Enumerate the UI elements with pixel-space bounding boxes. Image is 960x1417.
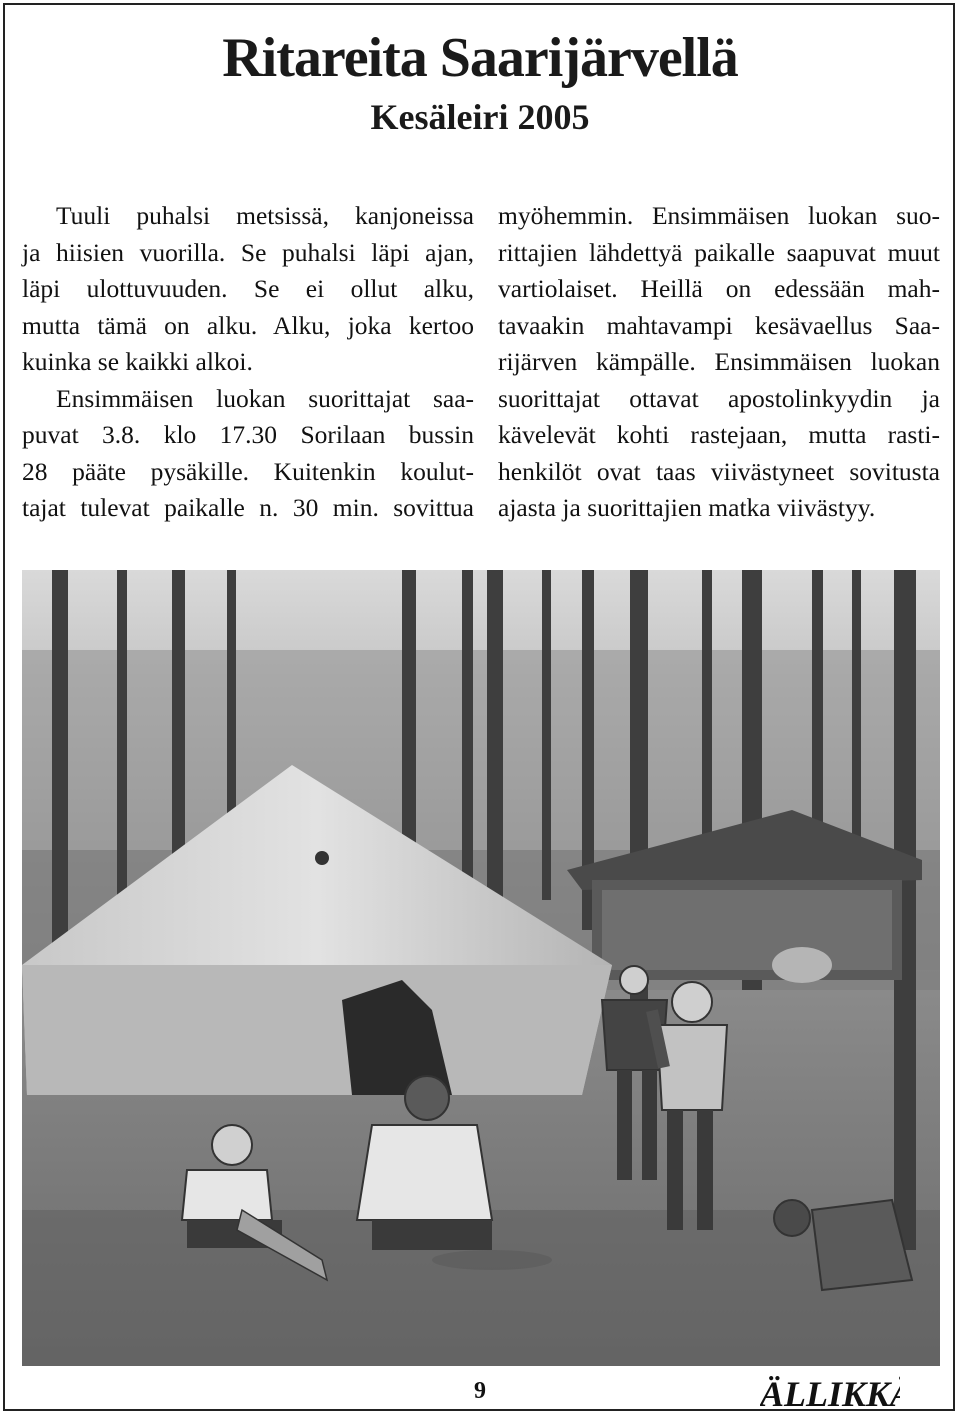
body-column-right	[498, 198, 940, 527]
body-line: 28 pääte pysäkille. Kuitenkin koulut-	[22, 456, 474, 486]
body-line: mutta tämä on alku. Alku, joka kertoo	[22, 310, 474, 340]
body-line: läpi ulottuvuuden. Se ei ollut alku,	[22, 274, 474, 303]
body-line: Ensimmäisen luokan suorittajat saa-	[56, 383, 474, 413]
body-line: myöhemmin. Ensimmäisen luokan suo-	[498, 201, 940, 230]
body-line: rittajien lähdettyä paikalle saapuvat muut	[498, 237, 940, 267]
body-line: Tuuli puhalsi metsissä, kanjoneissa	[56, 201, 474, 230]
body-column-left	[22, 198, 474, 527]
body-line: vartiolaiset. Heillä on edessään mah-	[498, 274, 940, 303]
camp-photo	[22, 570, 940, 1366]
body-line: ajasta ja suorittajien matka viivästyy.	[498, 493, 876, 522]
body-line: ja hiisien vuorilla. Se puhalsi läpi ajan,	[22, 237, 474, 267]
body-line: tavaakin mahtavampi kesävaellus Saa-	[498, 310, 940, 340]
body-line: kuinka se kaikki alkoi.	[22, 347, 253, 376]
body-line: henkilöt ovat taas viivästyneet sovitusta	[498, 456, 940, 486]
publication-logo	[760, 1370, 900, 1412]
body-line: puvat 3.8. klo 17.30 Sorilaan bussin	[22, 420, 474, 449]
page-number: 9	[474, 1378, 486, 1404]
article-subtitle: Kesäleiri 2005	[370, 97, 590, 137]
body-line: rijärven kämpälle. Ensimmäisen luokan	[498, 347, 940, 376]
article-title: Ritareita Saarijärvellä	[222, 27, 738, 89]
logo-wordmark: ÄLLIKKÄ	[760, 1374, 900, 1412]
body-line: suorittajat ottavat apostolinkyydin ja	[498, 383, 940, 413]
body-line: tajat tulevat paikalle n. 30 min. sovittua	[22, 493, 474, 522]
body-line: kävelevät kohti rastejaan, mutta rasti-	[498, 420, 940, 449]
